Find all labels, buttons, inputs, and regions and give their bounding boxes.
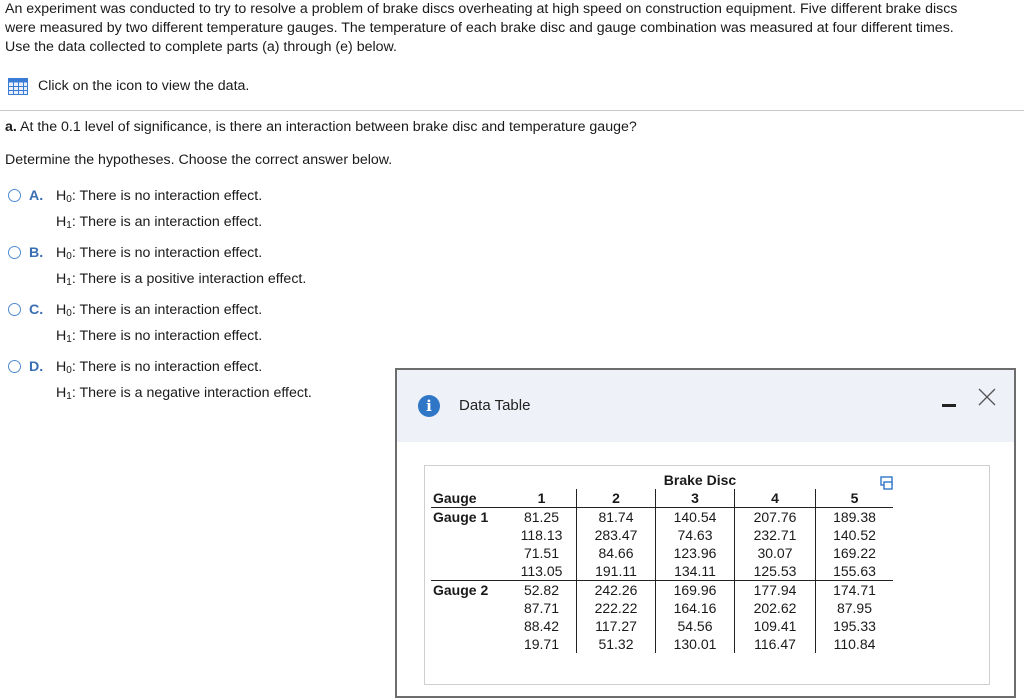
option-letter: C. — [29, 302, 44, 318]
table-cell: 169.96 — [656, 581, 735, 600]
table-cell: 51.32 — [577, 635, 656, 653]
table-cell: 71.51 — [523, 545, 560, 561]
column-header: 2 — [577, 489, 656, 508]
table-cell: 222.22 — [577, 599, 656, 617]
table-cell: 242.26 — [577, 581, 656, 600]
intro-line-3: Use the data collected to complete parts (a) through (e) below. — [5, 39, 397, 55]
table-cell: 283.47 — [577, 526, 656, 544]
radio-button-b[interactable] — [8, 246, 21, 259]
instruction-text: Determine the hypotheses. Choose the correct answer below. — [5, 152, 393, 168]
table-cell: 232.71 — [735, 526, 816, 544]
dialog-header — [397, 370, 1014, 442]
column-header: 1 — [507, 489, 577, 508]
table-cell: 74.63 — [656, 526, 735, 544]
option-letter: B. — [29, 245, 44, 261]
table-cell: 88.42 — [523, 618, 560, 634]
alternative-hypothesis: $H_1$: There is a negative interaction effect. — [56, 385, 312, 402]
copy-icon[interactable] — [880, 476, 894, 490]
close-icon[interactable] — [977, 387, 997, 407]
table-cell: 87.95 — [816, 599, 894, 617]
table-cell: 19.71 — [523, 636, 560, 652]
table-cell: 110.84 — [816, 635, 894, 653]
table-cell: 87.71 — [523, 600, 560, 616]
view-data-link[interactable] — [8, 77, 249, 95]
table-cell: 140.52 — [816, 526, 894, 544]
table-cell: 164.16 — [656, 599, 735, 617]
table-row — [431, 599, 893, 617]
data-table — [431, 471, 893, 653]
table-row — [431, 508, 893, 527]
table-row — [431, 562, 893, 581]
question-a — [5, 119, 637, 135]
null-hypothesis: $H_0$: There is no interaction effect. — [56, 359, 263, 376]
table-cell: 189.38 — [816, 508, 894, 527]
table-cell: 134.11 — [656, 562, 735, 581]
null-hypothesis: $H_0$: There is an interaction effect. — [56, 302, 263, 319]
alternative-hypothesis: $H_1$: There is an interaction effect. — [56, 214, 263, 231]
data-table-dialog — [395, 368, 1016, 698]
dialog-title: Data Table — [459, 397, 531, 414]
table-cell: 174.71 — [816, 581, 894, 600]
table-cell: 140.54 — [656, 508, 735, 527]
radio-button-d[interactable] — [8, 360, 21, 373]
table-cell: 202.62 — [735, 599, 816, 617]
column-header: 5 — [816, 489, 894, 508]
table-row — [431, 635, 893, 653]
option-letter: D. — [29, 359, 44, 375]
view-data-label[interactable]: Click on the icon to view the data. — [38, 78, 250, 94]
table-cell: 177.94 — [735, 581, 816, 600]
table-row — [431, 581, 893, 600]
problem-statement — [5, 0, 1020, 57]
data-table-container — [424, 465, 990, 685]
info-icon: i — [418, 395, 440, 417]
minimize-icon[interactable] — [942, 404, 956, 407]
group-label: Gauge 1 — [433, 509, 489, 525]
table-cell: 118.13 — [520, 527, 563, 543]
table-row — [431, 544, 893, 562]
alternative-hypothesis: $H_1$: There is no interaction effect. — [56, 328, 263, 345]
intro-line-2: were measured by two different temperature gauges. The temperature of each brake disc and gauge combination was measured at four different times. — [5, 20, 954, 36]
option-letter: A. — [29, 188, 44, 204]
radio-button-a[interactable] — [8, 189, 21, 202]
group-label: Gauge 2 — [433, 582, 489, 598]
row-header: Gauge — [431, 489, 507, 508]
table-cell: 113.05 — [507, 562, 577, 581]
alternative-hypothesis: $H_1$: There is a positive interaction effect. — [56, 271, 307, 288]
table-cell: 81.25 — [523, 509, 560, 525]
table-cell: 123.96 — [656, 544, 735, 562]
column-group-header: Brake Disc — [663, 472, 737, 488]
null-hypothesis: $H_0$: There is no interaction effect. — [56, 245, 263, 262]
null-hypothesis: $H_0$: There is no interaction effect. — [56, 188, 263, 205]
column-header: 3 — [656, 489, 735, 508]
table-cell: 169.22 — [816, 544, 894, 562]
table-row — [431, 526, 893, 544]
table-cell: 117.27 — [577, 617, 656, 635]
table-cell: 52.82 — [523, 582, 560, 598]
data-table-icon[interactable] — [8, 78, 28, 95]
table-cell: 54.56 — [656, 617, 735, 635]
table-cell: 125.53 — [735, 562, 816, 581]
question-prefix: a. — [5, 119, 17, 135]
table-cell: 130.01 — [656, 635, 735, 653]
table-cell: 155.63 — [816, 562, 894, 581]
table-cell: 116.47 — [735, 635, 816, 653]
table-cell: 109.41 — [735, 617, 816, 635]
intro-line-1: An experiment was conducted to try to resolve a problem of brake discs overheating at high speed on construction equipment. Five different brake discs — [5, 1, 958, 17]
table-cell: 84.66 — [577, 544, 656, 562]
section-divider — [0, 110, 1024, 111]
table-row — [431, 617, 893, 635]
question-text: At the 0.1 level of significance, is there an interaction between brake disc and temperature gauge? — [20, 119, 637, 135]
radio-button-c[interactable] — [8, 303, 21, 316]
column-header: 4 — [735, 489, 816, 508]
table-cell: 191.11 — [577, 562, 656, 581]
table-cell: 207.76 — [735, 508, 816, 527]
table-cell: 30.07 — [735, 544, 816, 562]
table-cell: 195.33 — [816, 617, 894, 635]
table-cell: 81.74 — [577, 508, 656, 527]
